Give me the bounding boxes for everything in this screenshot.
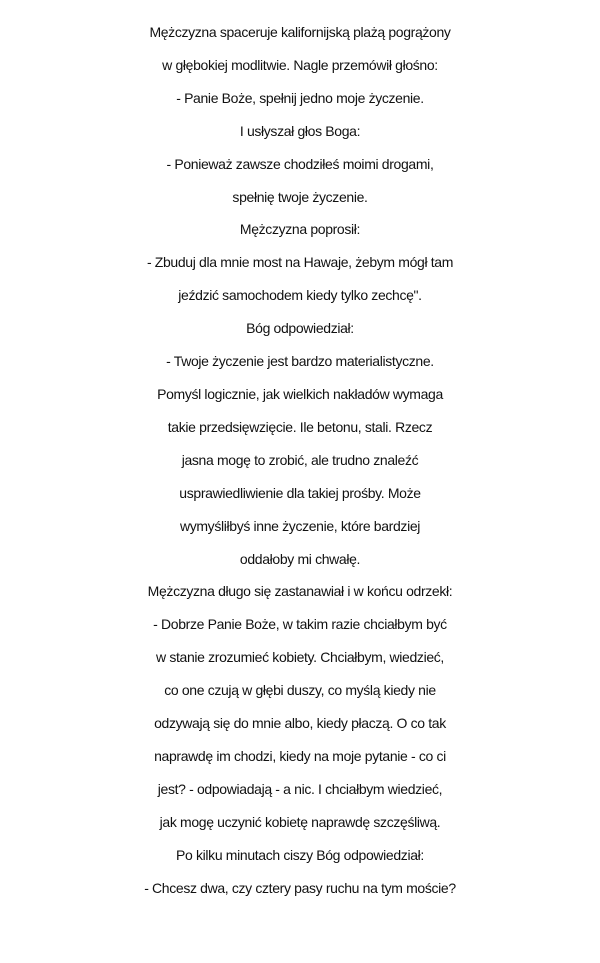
joke-line: Mężczyzna długo się zastanawiał i w końcu odrzekł: <box>147 583 453 600</box>
joke-line: w stanie zrozumieć kobiety. Chciałbym, wiedzieć, <box>156 649 444 666</box>
joke-line: - Twoje życzenie jest bardzo materialistyczne. <box>166 353 434 370</box>
joke-line: jak mogę uczynić kobietę naprawdę szczęśliwą. <box>159 813 441 830</box>
joke-line: takie przedsięwzięcie. Ile betonu, stali. Rzecz <box>167 418 433 435</box>
joke-line: Bóg odpowiedział: <box>246 320 354 337</box>
joke-line: Mężczyzna spaceruje kalifornijską plażą pogrążony <box>149 24 451 40</box>
joke-line: - Zbuduj dla mnie most na Hawaje, żebym mógł tam <box>146 254 454 271</box>
joke-line: Mężczyzna poprosił: <box>239 221 361 238</box>
joke-line: naprawdę im chodzi, kiedy na moje pytanie - co ci <box>154 747 446 764</box>
joke-line: co one czują w głębi duszy, co myślą kiedy nie <box>164 682 436 699</box>
joke-line: oddałoby mi chwałę. <box>239 550 361 567</box>
joke-line: - Panie Boże, spełnij jedno moje życzenie. <box>176 89 424 106</box>
joke-line: - Ponieważ zawsze chodziłeś moimi drogami, <box>166 155 434 172</box>
joke-line: wymyśliłbyś inne życzenie, które bardziej <box>179 517 421 534</box>
joke-line: spełnię twoje życzenie. <box>232 188 368 205</box>
joke-line: - Chcesz dwa, czy cztery pasy ruchu na tym moście? <box>144 879 456 896</box>
joke-line: w głębokiej modlitwie. Nagle przemówił głośno: <box>162 56 438 73</box>
joke-line: I usłyszał głos Boga: <box>239 122 361 139</box>
joke-line: - Dobrze Panie Boże, w takim razie chciałbym być <box>153 616 447 633</box>
joke-line: Pomyśl logicznie, jak wielkich nakładów wymaga <box>157 385 443 402</box>
joke-text-block <box>0 16 600 904</box>
joke-line: usprawiedliwienie dla takiej prośby. Może <box>179 484 421 501</box>
joke-line: jeździć samochodem kiedy tylko zechcę". <box>178 287 422 304</box>
joke-line: Po kilku minutach ciszy Bóg odpowiedział: <box>176 846 424 863</box>
joke-line: jest? - odpowiadają - a nic. I chciałbym wiedzieć, <box>157 780 443 797</box>
joke-line: jasna mogę to zrobić, ale trudno znaleźć <box>181 451 419 468</box>
joke-line: odzywają się do mnie albo, kiedy płaczą. O co tak <box>154 715 446 732</box>
